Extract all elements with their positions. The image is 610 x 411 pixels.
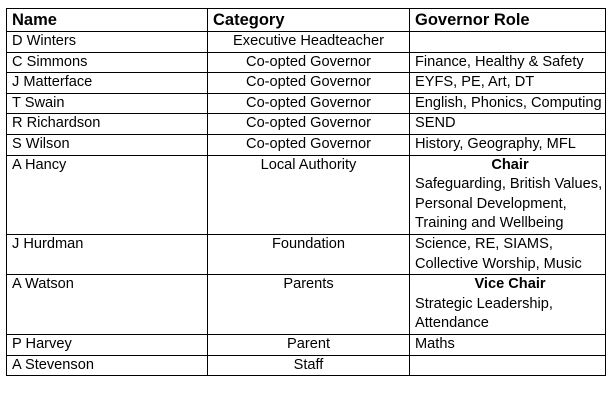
- governor-name: S Wilson: [7, 134, 208, 155]
- governor-category: Parents: [208, 275, 410, 335]
- role-text: Strategic Leadership, Attendance: [415, 295, 553, 332]
- governor-name: A Watson: [7, 275, 208, 335]
- governor-name: P Harvey: [7, 334, 208, 355]
- governor-category: Local Authority: [208, 155, 410, 234]
- column-header-governor-role: Governor Role: [410, 9, 606, 32]
- governor-category: Co-opted Governor: [208, 93, 410, 114]
- governor-role: [410, 355, 606, 376]
- governor-name: T Swain: [7, 93, 208, 114]
- table-row: [7, 114, 606, 135]
- table-row: [7, 355, 606, 376]
- governor-name: D Winters: [7, 32, 208, 53]
- role-text: English, Phonics, Computing: [415, 94, 602, 111]
- governor-category: Co-opted Governor: [208, 114, 410, 135]
- role-heading: Vice Chair: [474, 276, 546, 293]
- governor-role: [410, 155, 606, 234]
- governor-role: [410, 52, 606, 73]
- governor-category: Executive Headteacher: [208, 32, 410, 53]
- table-row: [7, 334, 606, 355]
- table-row: [7, 93, 606, 114]
- role-heading: Chair: [491, 156, 529, 173]
- table-row: [7, 134, 606, 155]
- role-text: SEND: [415, 115, 456, 132]
- column-header-category: Category: [208, 9, 410, 32]
- role-text: History, Geography, MFL: [415, 135, 576, 152]
- role-text: Maths: [415, 335, 455, 352]
- governor-role: [410, 32, 606, 53]
- governor-role: [410, 275, 606, 335]
- header-row: [7, 9, 606, 32]
- role-text: Science, RE, SIAMS, Collective Worship, Music: [415, 235, 582, 272]
- governor-name: J Hurdman: [7, 234, 208, 274]
- table-row: [7, 73, 606, 94]
- governor-name: R Richardson: [7, 114, 208, 135]
- table-row: [7, 52, 606, 73]
- governor-category: Parent: [208, 334, 410, 355]
- table-row: [7, 155, 606, 234]
- governors-table: [6, 8, 606, 376]
- table-row: [7, 234, 606, 274]
- governor-name: J Matterface: [7, 73, 208, 94]
- governor-category: Co-opted Governor: [208, 52, 410, 73]
- governor-role: [410, 73, 606, 94]
- governor-role: [410, 93, 606, 114]
- governor-role: [410, 134, 606, 155]
- governor-role: [410, 234, 606, 274]
- governor-category: Co-opted Governor: [208, 134, 410, 155]
- table-row: [7, 275, 606, 335]
- role-text: Safeguarding, British Values, Personal Development, Training and Wellbeing: [415, 176, 603, 232]
- governor-name: A Stevenson: [7, 355, 208, 376]
- governor-name: C Simmons: [7, 52, 208, 73]
- governor-role: [410, 114, 606, 135]
- role-text: Finance, Healthy & Safety: [415, 53, 584, 70]
- governor-name: A Hancy: [7, 155, 208, 234]
- role-text: EYFS, PE, Art, DT: [415, 74, 535, 91]
- governor-category: Staff: [208, 355, 410, 376]
- governor-category: Co-opted Governor: [208, 73, 410, 94]
- governor-category: Foundation: [208, 234, 410, 274]
- governor-role: [410, 334, 606, 355]
- table-row: [7, 32, 606, 53]
- column-header-name: Name: [7, 9, 208, 32]
